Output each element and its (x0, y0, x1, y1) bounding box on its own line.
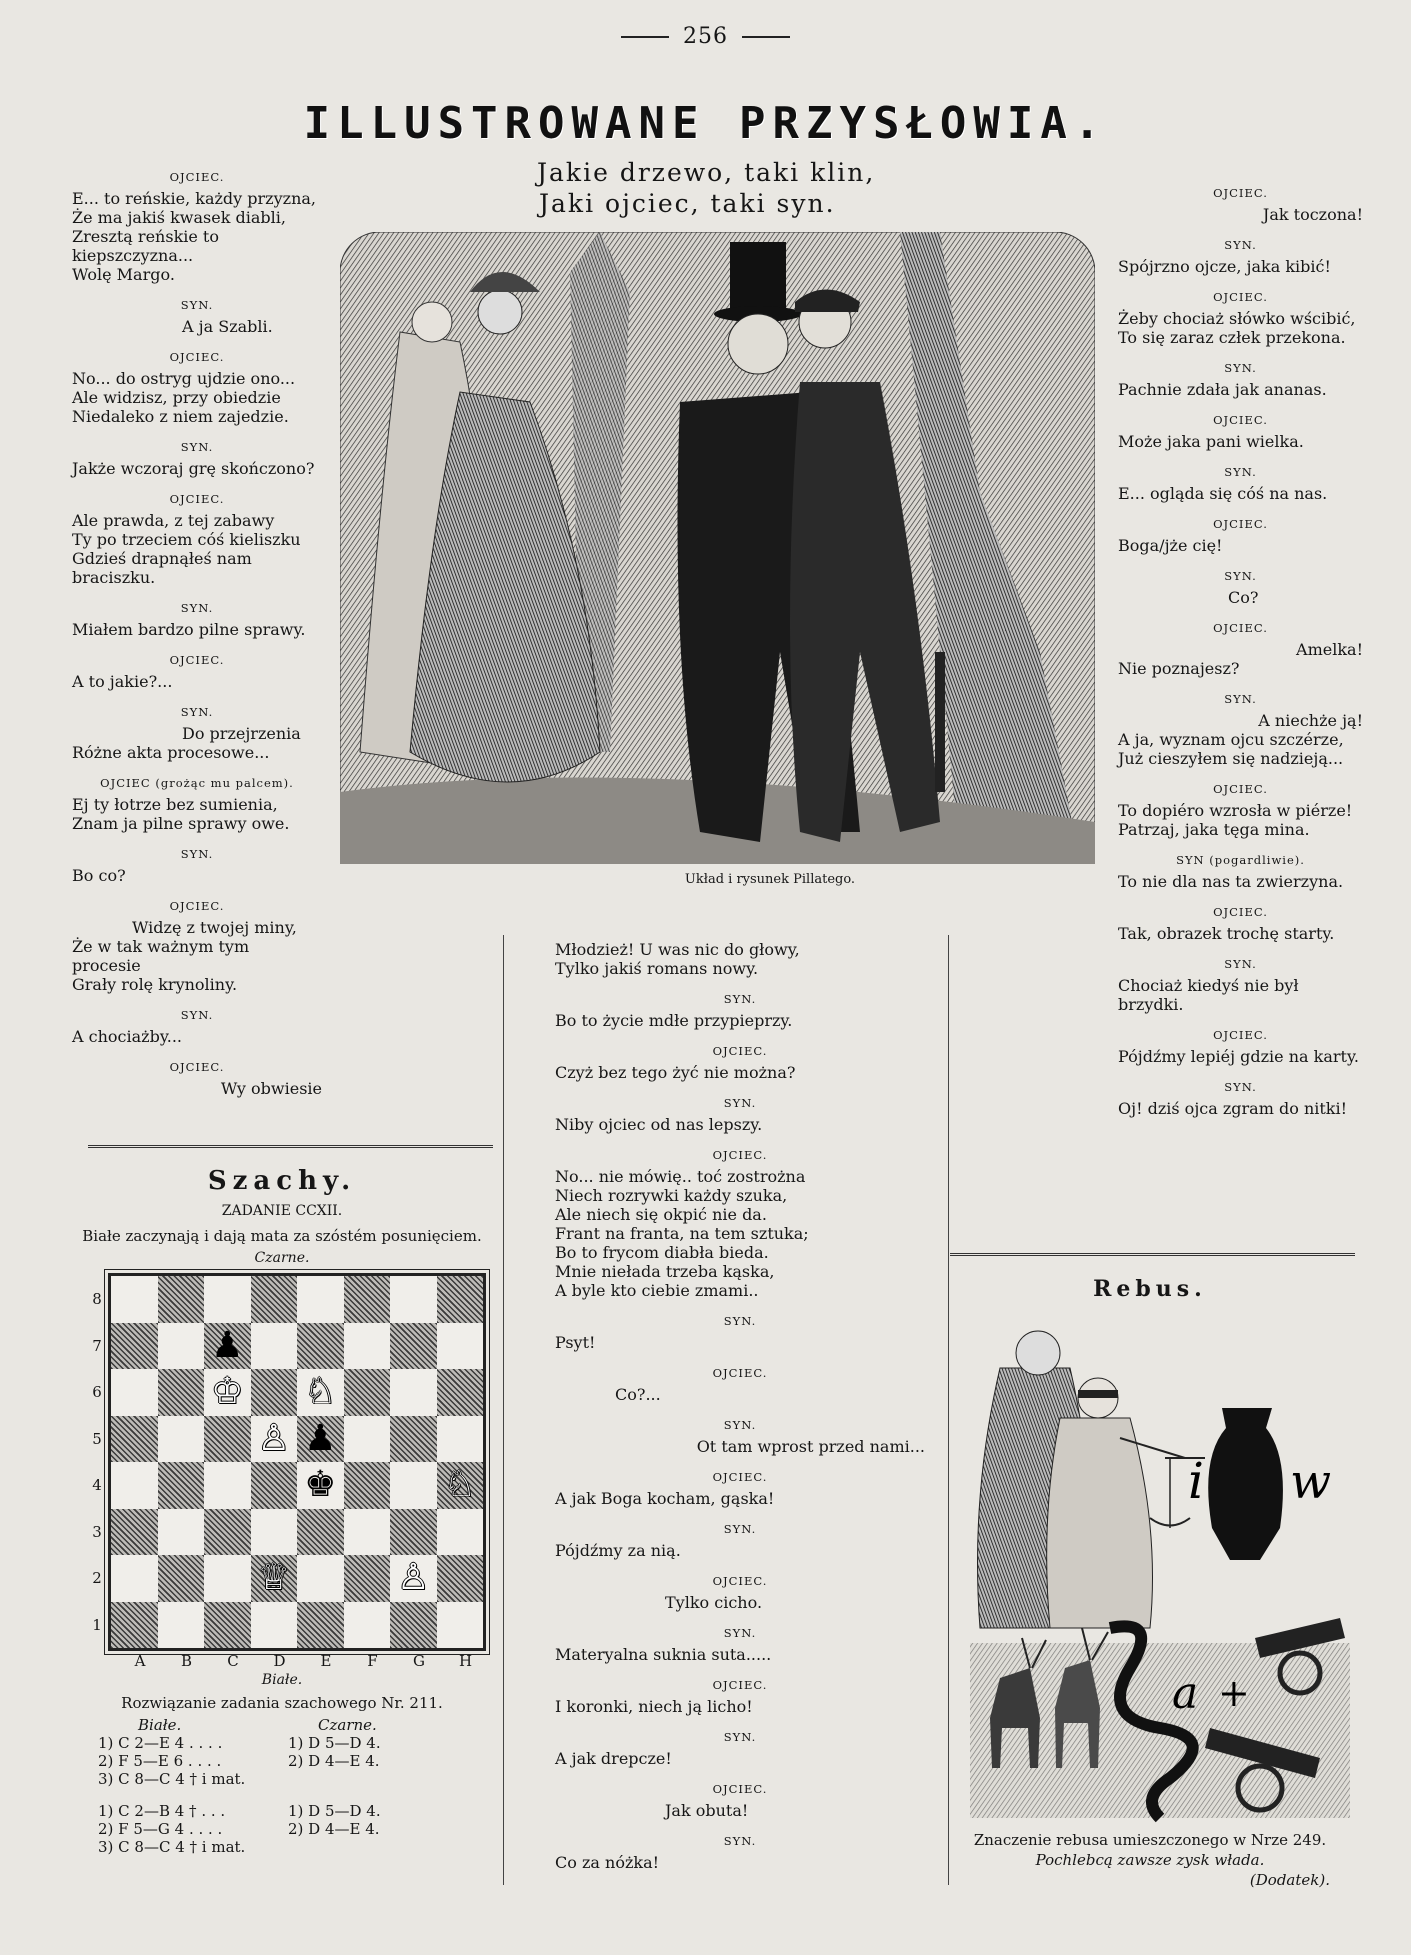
section-rule (950, 1253, 1355, 1256)
speaker-label: OJCIEC. (1213, 782, 1268, 796)
square-c6 (204, 1369, 251, 1416)
square-g1 (390, 1602, 437, 1649)
verse-line: Wolę Margo. (72, 265, 175, 284)
verse-line: Psyt! (555, 1333, 596, 1352)
square-d4 (251, 1462, 298, 1509)
square-e6 (297, 1369, 344, 1416)
square-c4 (204, 1462, 251, 1509)
speaker-label: SYN. (1224, 465, 1257, 479)
square-g4 (390, 1462, 437, 1509)
speaker-label: SYN. (180, 601, 214, 615)
file-label: D (273, 1652, 286, 1670)
square-g3 (390, 1509, 437, 1556)
verse-line: A ja, wyznam ojcu szczérze, (1118, 730, 1344, 749)
square-f8 (344, 1276, 391, 1323)
verse-line: Różne akta procesowe... (72, 743, 270, 762)
speaker-label: OJCIEC. (169, 492, 225, 506)
verse-line: Co? (1228, 588, 1259, 607)
verse-line: To się zaraz człek przekona. (1118, 328, 1346, 347)
square-a3 (111, 1509, 158, 1556)
square-b8 (158, 1276, 205, 1323)
speaker-label: OJCIEC. (712, 1044, 768, 1058)
speaker-label: SYN. (723, 1834, 757, 1848)
speaker-label: OJCIEC. (712, 1574, 768, 1588)
speaker-label: SYN. (1224, 1080, 1257, 1094)
rebus-plus: + (1218, 1671, 1250, 1715)
speaker-label: OJCIEC. (1213, 186, 1268, 200)
square-f5 (344, 1416, 391, 1463)
square-g2 (390, 1555, 437, 1602)
square-a5 (111, 1416, 158, 1463)
white-move: 2) F 5—G 4 . . . . (98, 1820, 223, 1838)
solution-row (98, 1770, 458, 1788)
chessboard (108, 1273, 486, 1651)
square-c7 (204, 1323, 251, 1370)
verse-line: A chociażby... (72, 1027, 182, 1046)
chess-piece: ♘ (443, 1464, 476, 1506)
verse-line: Patrzaj, jaka tęga mina. (1118, 820, 1310, 839)
rebus-caption-line: (Dodatek). (1249, 1871, 1330, 1889)
speaker-label: SYN. (723, 1522, 757, 1536)
verse-line: Co za nóżka! (555, 1853, 660, 1872)
square-c5 (204, 1416, 251, 1463)
speaker-label: OJCIEC. (712, 1148, 768, 1162)
speaker-label: OJCIEC. (169, 170, 225, 184)
speaker-label: OJCIEC. (712, 1678, 768, 1692)
chess-black-label: Czarne. (254, 1250, 310, 1266)
verse-line: Boga/jże cię! (1118, 536, 1223, 555)
square-g8 (390, 1276, 437, 1323)
verse-line: Niech rozrywki każdy szuka, (555, 1186, 788, 1205)
speaker-label: OJCIEC. (1213, 905, 1268, 919)
proverb-line: Jaki ojciec, taki syn. (539, 189, 836, 218)
square-e3 (297, 1509, 344, 1556)
square-a1 (111, 1602, 158, 1649)
speaker-label: SYN. (1224, 569, 1257, 583)
rank-label: 5 (92, 1429, 102, 1448)
square-c8 (204, 1276, 251, 1323)
white-move: 1) C 2—B 4 † . . . (98, 1802, 226, 1820)
solution-row (98, 1788, 458, 1802)
verse-line: Młodzież! U was nic do głowy, (555, 940, 800, 959)
rebus-letter-i: i (1188, 1452, 1204, 1510)
speaker-label: SYN. (723, 1626, 757, 1640)
verse-line: Niby ojciec od nas lepszy. (555, 1115, 763, 1134)
white-move: 3) C 8—C 4 † i mat. (98, 1770, 246, 1788)
square-f6 (344, 1369, 391, 1416)
square-g7 (390, 1323, 437, 1370)
verse-line: Jakże wczoraj grę skończono? (72, 459, 315, 478)
chess-piece: ♔ (211, 1371, 244, 1413)
chess-instruction: Białe zaczynają i dają mata za szóstém posunięciem. (82, 1227, 482, 1245)
square-a7 (111, 1323, 158, 1370)
speaker-label: SYN. (1224, 957, 1257, 971)
rebus-picture (960, 1298, 1360, 1823)
square-c2 (204, 1555, 251, 1602)
square-h8 (437, 1276, 484, 1323)
verse-line: No... do ostryg ujdzie ono... (72, 369, 296, 388)
chess-title: Szachy. (207, 1166, 357, 1196)
square-b2 (158, 1555, 205, 1602)
speaker-label: SYN. (723, 1730, 757, 1744)
black-move: 2) D 4—E 4. (288, 1820, 380, 1838)
chess-piece: ♚ (304, 1464, 337, 1506)
verse-line: Materyalna suknia suta..... (555, 1645, 772, 1664)
verse-line: Jak obuta! (665, 1801, 749, 1820)
square-b6 (158, 1369, 205, 1416)
square-f2 (344, 1555, 391, 1602)
verse-line: Grały rolę krynoliny. (72, 975, 238, 994)
rank-label: 3 (92, 1522, 102, 1541)
speaker-label: OJCIEC. (712, 1366, 768, 1380)
verse-line: Spójrzno ojcze, jaka kibić! (1118, 257, 1331, 276)
file-label: F (367, 1652, 378, 1670)
verse-line: Jak toczona! (1262, 205, 1363, 224)
white-move: 3) C 8—C 4 † i mat. (98, 1838, 246, 1856)
verse-line: I koronki, niech ją licho! (555, 1697, 753, 1716)
verse-line: A niechże ją! (1258, 711, 1363, 730)
verse-line: Gdzieś drapnąłeś nam braciszku. (72, 549, 252, 587)
verse-line: Może jaka pani wielka. (1118, 432, 1304, 451)
rebus-caption (950, 1830, 1350, 1890)
square-c1 (204, 1602, 251, 1649)
square-e1 (297, 1602, 344, 1649)
verse-line: Oj! dziś ojca zgram do nitki! (1118, 1099, 1348, 1118)
verse-line: Mnie niełada trzeba kąska, (555, 1262, 775, 1281)
verse-line: To dopiéro wzrosła w piérze! (1118, 801, 1353, 820)
chess-piece: ♕ (257, 1557, 290, 1599)
verse-line: A byle kto ciebie zmami.. (555, 1281, 759, 1300)
square-a6 (111, 1369, 158, 1416)
square-f7 (344, 1323, 391, 1370)
verse-line: Już cieszyłem się nadzieją... (1118, 749, 1344, 768)
verse-line: Zresztą reńskie to kiepszczyzna... (72, 227, 219, 265)
chess-piece: ♙ (397, 1557, 430, 1599)
speaker-label: SYN. (723, 992, 757, 1006)
square-e4 (297, 1462, 344, 1509)
square-h7 (437, 1323, 484, 1370)
chess-piece: ♟ (304, 1417, 337, 1459)
solution-row (98, 1734, 458, 1752)
speaker-label: OJCIEC. (1213, 413, 1268, 427)
verse-line: A jak drepcze! (555, 1749, 672, 1768)
square-e5 (297, 1416, 344, 1463)
dialogue-column-middle (555, 940, 925, 1872)
verse-line: Żeby chociaż słówko wścibić, (1118, 309, 1356, 328)
square-c3 (204, 1509, 251, 1556)
speaker-label: OJCIEC. (1213, 290, 1268, 304)
verse-line: Tylko jakiś romans nowy. (555, 959, 759, 978)
speaker-label: SYN. (180, 440, 214, 454)
solution-row (98, 1838, 458, 1856)
speaker-label: OJCIEC. (169, 1060, 225, 1074)
square-e2 (297, 1555, 344, 1602)
file-label: H (458, 1652, 473, 1670)
verse-line: Ale prawda, z tej zabawy (72, 511, 275, 530)
square-d3 (251, 1509, 298, 1556)
verse-line: E... ogląda się cóś na nas. (1118, 484, 1328, 503)
verse-line: E... to reńskie, każdy przyzna, (72, 189, 317, 208)
verse-line: Bo to frycom diabła bieda. (555, 1243, 769, 1262)
verse-line: No... nie mówię.. toć zostrożna (555, 1167, 806, 1186)
proverb-illustration (340, 232, 1095, 864)
square-h2 (437, 1555, 484, 1602)
speaker-label: SYN (pogardliwie). (1176, 853, 1305, 867)
verse-line: Wy obwiesie (220, 1079, 322, 1098)
verse-line: Tak, obrazek trochę starty. (1118, 924, 1335, 943)
square-d6 (251, 1369, 298, 1416)
verse-line: Bo to życie mdłe przypieprzy. (555, 1011, 793, 1030)
verse-line: A ja Szabli. (182, 317, 273, 336)
square-d8 (251, 1276, 298, 1323)
square-a2 (111, 1555, 158, 1602)
verse-line: Bo co? (72, 866, 126, 885)
square-b7 (158, 1323, 205, 1370)
dialogue-column-left (72, 156, 322, 1098)
rank-label: 1 (92, 1615, 102, 1634)
verse-line: Co?... (615, 1385, 661, 1404)
speaker-label: OJCIEC. (1213, 1028, 1268, 1042)
square-f3 (344, 1509, 391, 1556)
solution-row (98, 1802, 458, 1820)
speaker-label: SYN. (1224, 361, 1257, 375)
verse-line: Ale niech się okpić nie da. (555, 1205, 767, 1224)
speaker-label: OJCIEC. (712, 1470, 768, 1484)
solution-row (98, 1820, 458, 1838)
verse-line: Znam ja pilne sprawy owe. (72, 814, 290, 833)
verse-line: Ty po trzeciem cóś kieliszku (72, 530, 301, 549)
verse-line: Że ma jakiś kwasek diabli, (72, 208, 286, 227)
verse-line: Frant na franta, na tem sztuka; (555, 1224, 809, 1243)
square-b4 (158, 1462, 205, 1509)
rank-label: 7 (92, 1336, 102, 1355)
speaker-label: OJCIEC. (1213, 517, 1268, 531)
black-move: 1) D 5—D 4. (288, 1802, 381, 1820)
white-move: 1) C 2—E 4 . . . . (98, 1734, 223, 1752)
square-b5 (158, 1416, 205, 1463)
verse-line: Pójdźmy lepiéj gdzie na karty. (1118, 1047, 1359, 1066)
file-label: B (180, 1652, 193, 1670)
square-b1 (158, 1602, 205, 1649)
speaker-label: SYN. (180, 705, 214, 719)
verse-line: Ej ty łotrze bez sumienia, (72, 795, 278, 814)
speaker-label: OJCIEC (grożąc mu palcem). (100, 776, 294, 790)
verse-line: Że w tak ważnym tym procesie (72, 937, 250, 975)
verse-line: Tylko cicho. (665, 1593, 763, 1612)
speaker-label: OJCIEC. (169, 350, 225, 364)
speaker-label: SYN. (723, 1418, 757, 1432)
square-d7 (251, 1323, 298, 1370)
speaker-label: OJCIEC. (712, 1782, 768, 1796)
proverb-subtitle (537, 157, 957, 219)
column-rule (503, 935, 504, 1885)
square-b3 (158, 1509, 205, 1556)
speaker-label: SYN. (723, 1096, 757, 1110)
rank-label: 8 (92, 1290, 102, 1308)
file-label: A (134, 1652, 146, 1670)
rank-label: 4 (92, 1476, 102, 1494)
square-h1 (437, 1602, 484, 1649)
verse-line: Do przejrzenia (182, 724, 301, 743)
verse-line: A to jakie?... (72, 672, 173, 691)
speaker-label: SYN. (180, 298, 214, 312)
square-g6 (390, 1369, 437, 1416)
verse-line: Miałem bardzo pilne sprawy. (72, 620, 306, 639)
verse-line: Amelka! (1296, 640, 1363, 659)
verse-line: Ale widzisz, przy obiedzie (72, 388, 281, 407)
verse-line: Niedaleko z niem zajedzie. (72, 407, 289, 426)
section-rule (88, 1145, 493, 1148)
speaker-label: SYN. (723, 1314, 757, 1328)
proverb-line: Jakie drzewo, taki klin, (537, 158, 876, 187)
square-e7 (297, 1323, 344, 1370)
solution-white-heading: Białe. (138, 1716, 182, 1734)
verse-line: Czyż bez tego żyć nie można? (555, 1063, 796, 1082)
speaker-label: OJCIEC. (1213, 621, 1268, 635)
speaker-label: SYN. (1224, 238, 1257, 252)
verse-line: To nie dla nas ta zwierzyna. (1118, 872, 1344, 891)
solution-black-heading: Czarne. (318, 1716, 377, 1734)
speaker-label: SYN. (180, 847, 214, 861)
file-label: G (413, 1652, 425, 1670)
verse-line: Chociaż kiedyś nie był brzydki. (1118, 976, 1299, 1014)
square-g5 (390, 1416, 437, 1463)
white-move (98, 1788, 288, 1802)
chess-solution-title: Rozwiązanie zadania szachowego Nr. 211. (121, 1694, 443, 1712)
file-label: C (227, 1652, 239, 1670)
verse-line: Pójdźmy za nią. (555, 1541, 681, 1560)
verse-line: Nie poznajesz? (1118, 659, 1240, 678)
white-move: 2) F 5—E 6 . . . . (98, 1752, 222, 1770)
rebus-caption-line: Pochlebcą zawsze zysk włada. (1035, 1851, 1265, 1869)
black-move: 2) D 4—E 4. (288, 1752, 380, 1770)
square-d1 (251, 1602, 298, 1649)
rebus-caption-line: Znaczenie rebusa umieszczonego w Nrze 249. (973, 1831, 1327, 1849)
square-h5 (437, 1416, 484, 1463)
square-a4 (111, 1462, 158, 1509)
square-h3 (437, 1509, 484, 1556)
verse-line: Widzę z twojej miny, (132, 918, 297, 937)
chess-piece: ♘ (304, 1371, 337, 1413)
square-d2 (251, 1555, 298, 1602)
page-title: ILLUSTROWANE PRZYSŁOWIA. (303, 98, 1108, 149)
chess-piece: ♙ (257, 1417, 290, 1459)
square-f1 (344, 1602, 391, 1649)
chess-solution (98, 1716, 458, 1856)
black-move: 1) D 5—D 4. (288, 1734, 381, 1752)
speaker-label: OJCIEC. (169, 899, 225, 913)
page-number: 256 (0, 24, 1411, 49)
rebus-letter-a: a (1172, 1668, 1199, 1719)
verse-line: A jak Boga kocham, gąska! (555, 1489, 775, 1508)
speaker-label: OJCIEC. (169, 653, 225, 667)
speaker-label: SYN. (1224, 692, 1257, 706)
rank-label: 2 (92, 1569, 102, 1587)
illustration-caption: Układ i rysunek Pillatego. (684, 872, 856, 887)
square-h4 (437, 1462, 484, 1509)
column-rule (948, 935, 949, 1885)
square-h6 (437, 1369, 484, 1416)
rebus-title: Rebus. (1093, 1276, 1207, 1302)
chess-problem-number: ZADANIE CCXII. (221, 1203, 343, 1219)
rebus-letter-w: w (1290, 1454, 1332, 1510)
chess-white-label: Białe. (261, 1672, 303, 1688)
square-d5 (251, 1416, 298, 1463)
square-f4 (344, 1462, 391, 1509)
square-e8 (297, 1276, 344, 1323)
dialogue-column-right (1118, 172, 1363, 1118)
solution-row (98, 1752, 458, 1770)
file-label: E (320, 1652, 332, 1670)
chess-piece: ♟ (211, 1324, 244, 1366)
speaker-label: SYN. (180, 1008, 214, 1022)
rank-label: 6 (92, 1383, 102, 1401)
verse-line: Pachnie zdała jak ananas. (1118, 380, 1327, 399)
square-a8 (111, 1276, 158, 1323)
verse-line: Ot tam wprost przed nami... (696, 1437, 925, 1456)
